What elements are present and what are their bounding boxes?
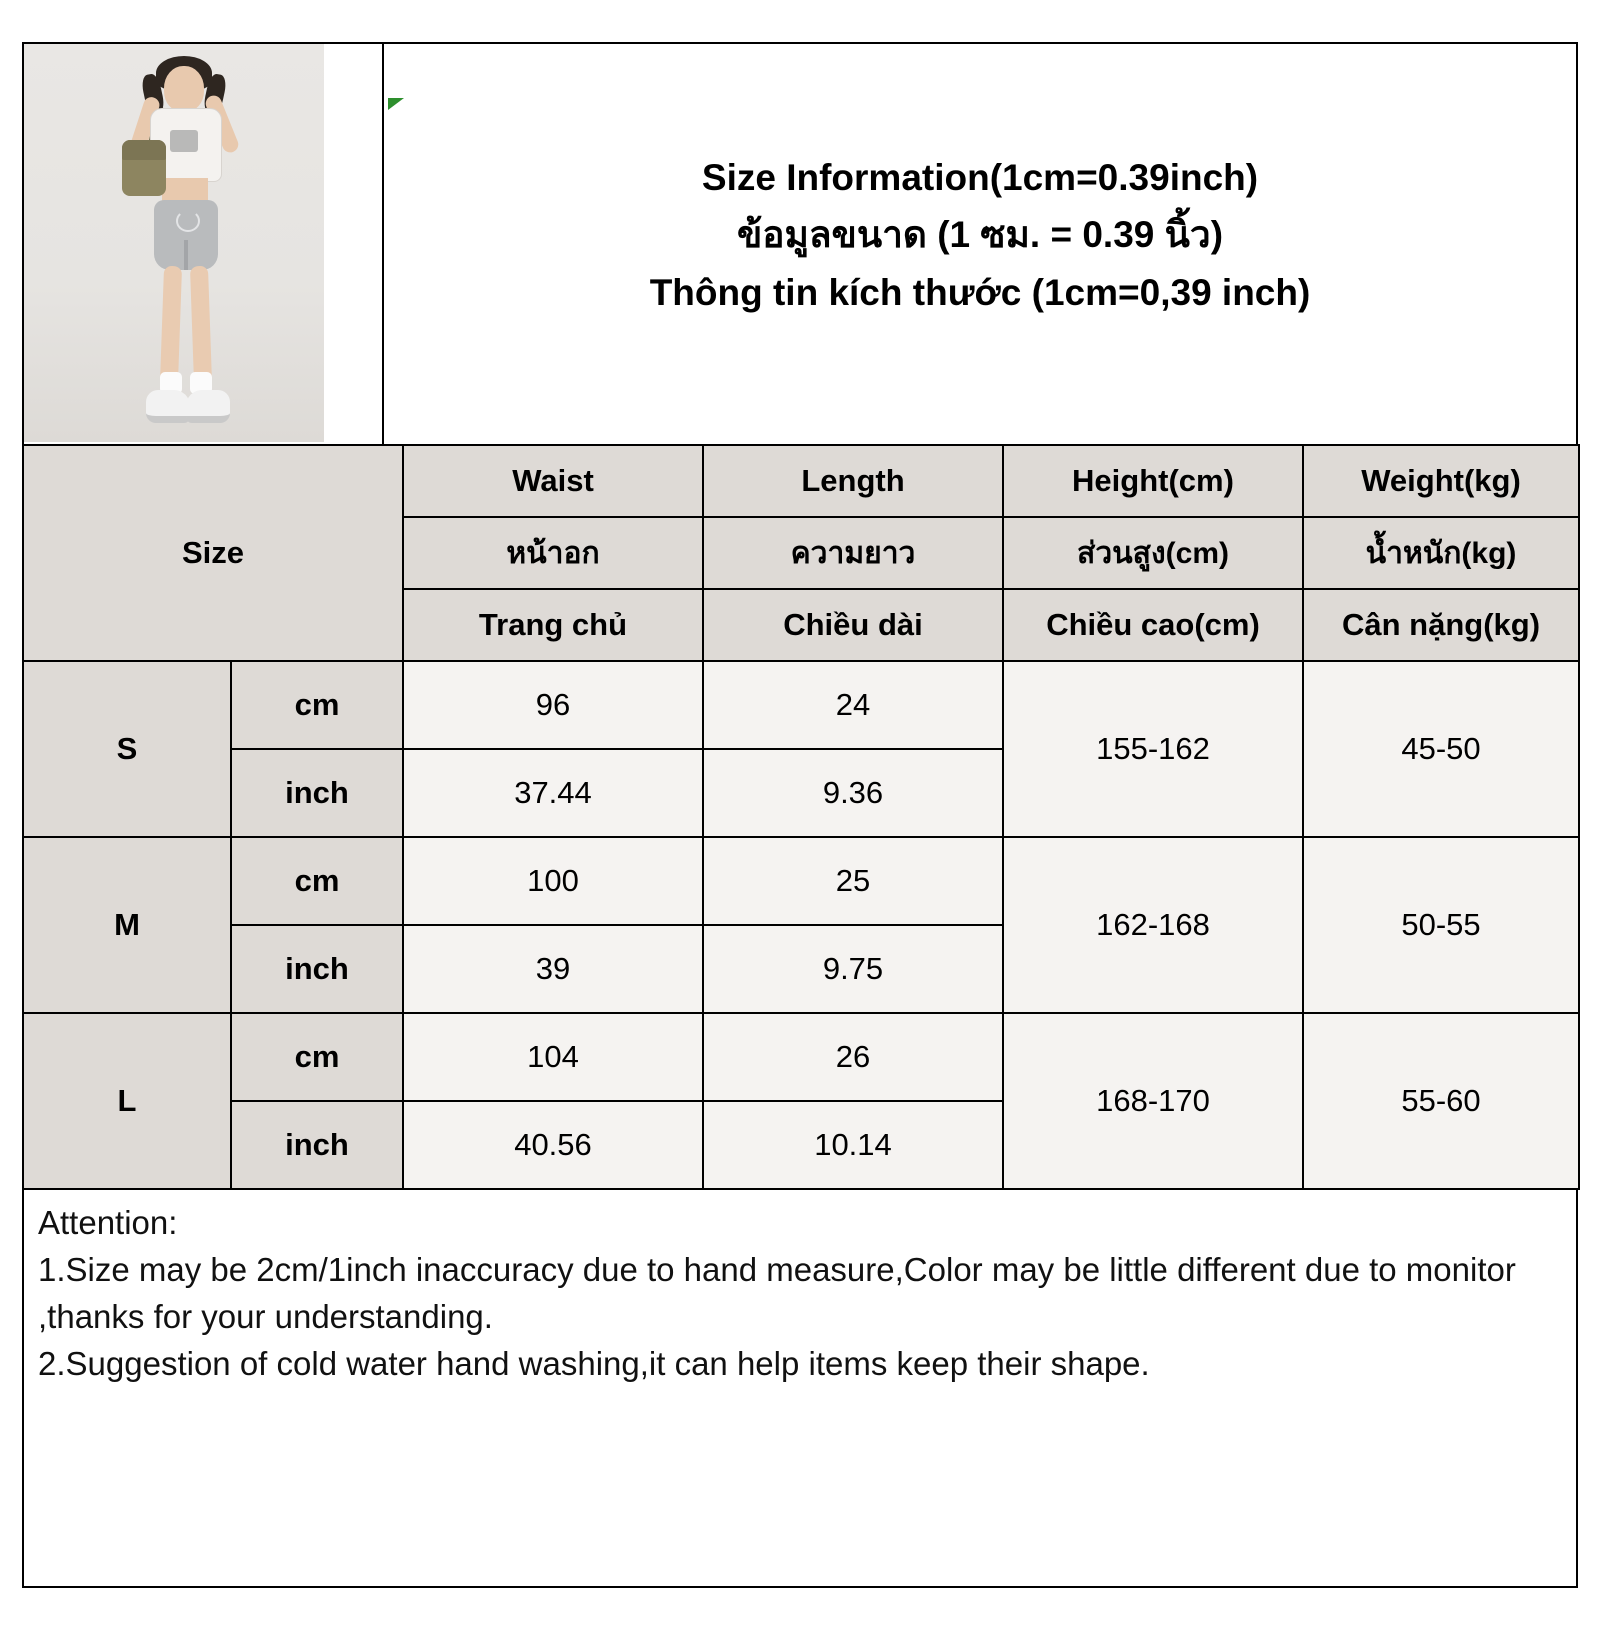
row-weight-s: 45-50 (1303, 661, 1579, 837)
attention-note-1: 1.Size may be 2cm/1inch inaccuracy due to hand measure,Color may be little different due to monitor ,thanks for your understanding. (38, 1250, 1516, 1335)
size-header-cell: Size (23, 445, 403, 661)
row-unit-inch-s: inch (231, 749, 403, 837)
row-waist-cm-l: 104 (403, 1013, 703, 1101)
row-length-inch-m: 9.75 (703, 925, 1003, 1013)
row-waist-cm-m: 100 (403, 837, 703, 925)
header-length-en: Length (703, 445, 1003, 517)
row-weight-m: 50-55 (1303, 837, 1579, 1013)
header-height-th: ส่วนสูง(cm) (1003, 517, 1303, 589)
row-weight-l: 55-60 (1303, 1013, 1579, 1189)
header-height-en: Height(cm) (1003, 445, 1303, 517)
title-thai: ข้อมูลขนาด (1 ซม. = 0.39 นิ้ว) (736, 214, 1224, 256)
table-row (23, 1013, 1579, 1101)
header-band (22, 42, 1578, 444)
row-waist-inch-l: 40.56 (403, 1101, 703, 1189)
table-row (23, 661, 1579, 749)
header-length-vi: Chiều dài (703, 589, 1003, 661)
product-photo-image (24, 44, 324, 442)
row-height-l: 168-170 (1003, 1013, 1303, 1189)
shoe-right-shape (186, 390, 230, 423)
row-unit-cm-m: cm (231, 837, 403, 925)
backpack-flap-shape (122, 140, 166, 160)
head-shape (164, 66, 204, 112)
title-vietnamese: Thông tin kích thước (1cm=0,39 inch) (649, 271, 1311, 313)
header-weight-th: น้ำหนัก(kg) (1303, 517, 1579, 589)
header-waist-vi: Trang chủ (403, 589, 703, 661)
attention-heading: Attention: (38, 1204, 178, 1241)
table-row (23, 837, 1579, 925)
attention-block (22, 1190, 1578, 1588)
row-length-cm-l: 26 (703, 1013, 1003, 1101)
row-unit-inch-l: inch (231, 1101, 403, 1189)
product-photo (24, 44, 384, 444)
row-unit-cm-s: cm (231, 661, 403, 749)
header-waist-en: Waist (403, 445, 703, 517)
green-corner-marker (388, 98, 404, 110)
header-height-vi: Chiều cao(cm) (1003, 589, 1303, 661)
shorts-seam-shape (184, 240, 188, 270)
row-length-inch-s: 9.36 (703, 749, 1003, 837)
header-weight-vi: Cân nặng(kg) (1303, 589, 1579, 661)
row-waist-cm-s: 96 (403, 661, 703, 749)
row-waist-inch-m: 39 (403, 925, 703, 1013)
row-height-s: 155-162 (1003, 661, 1303, 837)
title-block (384, 44, 1576, 444)
row-length-cm-s: 24 (703, 661, 1003, 749)
size-chart-sheet (0, 42, 1600, 1642)
header-length-th: ความยาว (703, 517, 1003, 589)
title-english: Size Information(1cm=0.39inch) (701, 156, 1259, 198)
row-length-cm-m: 25 (703, 837, 1003, 925)
leg-right-shape (190, 266, 212, 385)
row-waist-inch-s: 37.44 (403, 749, 703, 837)
size-table (22, 444, 1580, 1190)
header-weight-en: Weight(kg) (1303, 445, 1579, 517)
leg-left-shape (160, 266, 182, 385)
row-length-inch-l: 10.14 (703, 1101, 1003, 1189)
drawstring-shape (176, 210, 200, 232)
row-unit-cm-l: cm (231, 1013, 403, 1101)
row-height-m: 162-168 (1003, 837, 1303, 1013)
table-header-row-en (23, 445, 1579, 517)
attention-note-2: 2.Suggestion of cold water hand washing,it can help items keep their shape. (38, 1344, 1150, 1382)
shoe-left-shape (146, 390, 190, 423)
row-unit-inch-m: inch (231, 925, 403, 1013)
row-size-label-s: S (23, 661, 231, 837)
tshirt-print-shape (170, 130, 198, 152)
row-size-label-l: L (23, 1013, 231, 1189)
row-size-label-m: M (23, 837, 231, 1013)
header-waist-th: หน้าอก (403, 517, 703, 589)
